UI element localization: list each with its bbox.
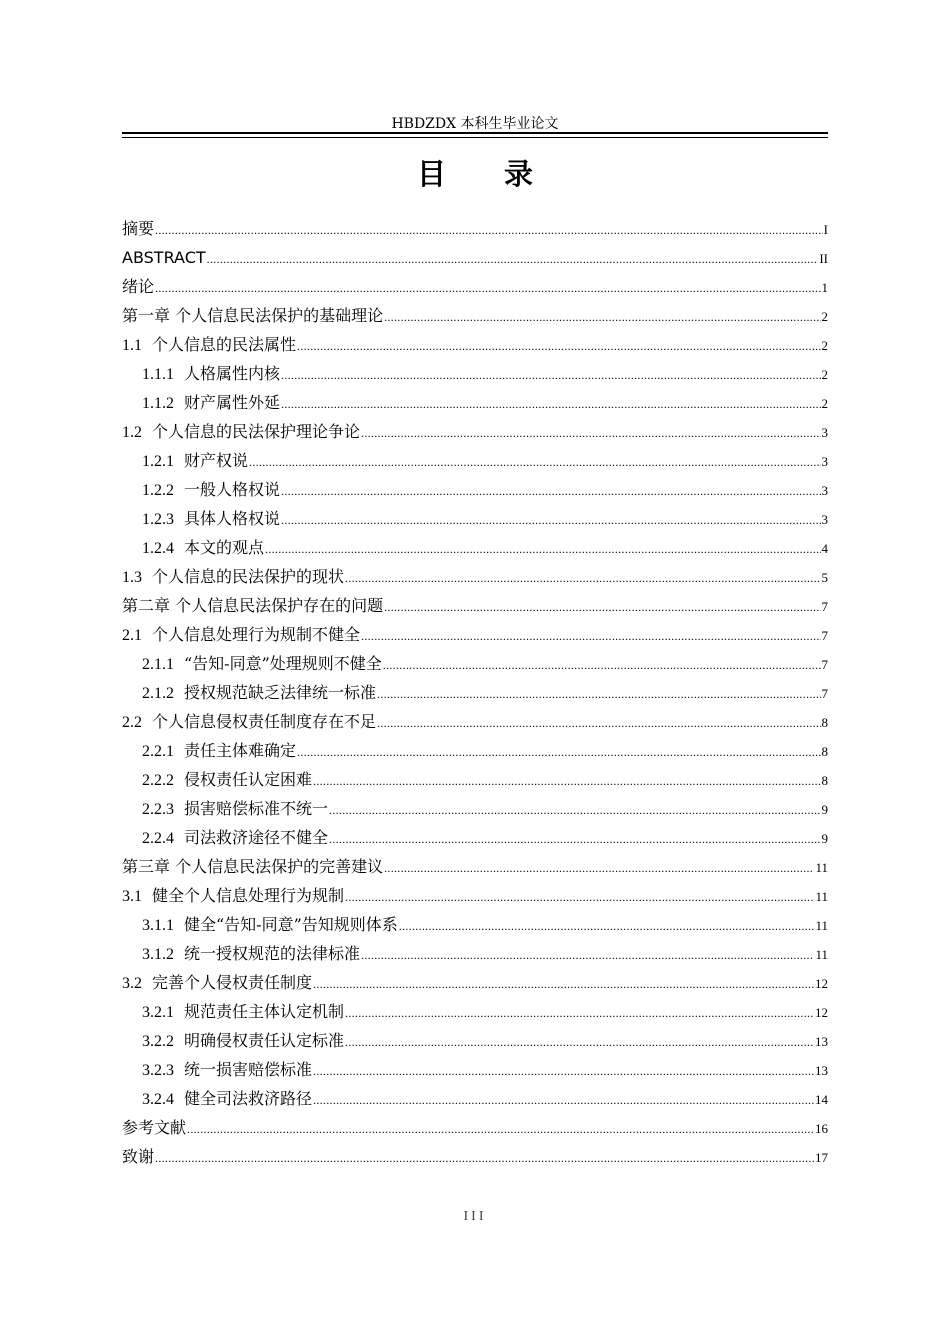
toc-entry-text: 统一损害赔偿标准 (184, 1060, 313, 1079)
toc-entry-page: 3 (821, 425, 828, 440)
toc-entry-text: 司法救济途径不健全 (184, 828, 329, 847)
toc-entry[interactable] (122, 417, 828, 446)
toc-entry-number: 2.1.1 (142, 656, 174, 673)
toc-entry-title (122, 620, 360, 650)
toc-leader-dots (207, 245, 819, 274)
toc-entry-number: 1.3 (122, 569, 142, 586)
toc-entry[interactable] (122, 1084, 828, 1113)
toc-entry-text: 侵权责任认定困难 (184, 770, 313, 789)
toc-entry[interactable] (122, 1142, 828, 1171)
page-number: III (463, 1209, 487, 1224)
toc-entry[interactable] (122, 1026, 828, 1055)
toc-entry[interactable] (122, 272, 828, 301)
toc-entry-text: 明确侵权责任认定标准 (184, 1031, 345, 1050)
toc-entry-text: 人格属性内核 (184, 364, 281, 383)
toc-entry-text: 财产属性外延 (184, 393, 281, 412)
toc-entry-page: 8 (821, 744, 828, 759)
toc-entry-number: 2.2 (122, 714, 142, 731)
toc-entry-text: 本文的观点 (184, 538, 265, 557)
toc-entry-number: 1.2.4 (142, 540, 174, 557)
toc-entry-text: 第三章 个人信息民法保护的完善建议 (122, 857, 384, 876)
toc-entry-number: 1.2 (122, 424, 142, 441)
toc-leader-dots (384, 303, 820, 332)
toc-entry-title (122, 417, 360, 447)
toc-entry-page: 11 (815, 860, 828, 875)
toc-entry-text: 第一章 个人信息民法保护的基础理论 (122, 306, 384, 325)
toc-entry-number: 3.1 (122, 888, 142, 905)
toc-entry-page: 7 (821, 657, 828, 672)
toc-entry[interactable] (122, 475, 828, 504)
toc-entry[interactable] (122, 562, 828, 591)
toc-leader-dots (361, 941, 814, 970)
toc-entry[interactable] (122, 939, 828, 968)
toc-entry-number: 1.2.1 (142, 453, 174, 470)
toc-leader-dots (155, 216, 823, 245)
toc-entry-page: 11 (815, 947, 828, 962)
toc-entry-text: 财产权说 (184, 451, 249, 470)
toc-entry-text: 健全个人信息处理行为规制 (152, 886, 345, 905)
toc-entry-number: 2.2.4 (142, 830, 174, 847)
toc-leader-dots (345, 1028, 814, 1057)
toc-entry[interactable] (122, 301, 828, 330)
toc-entry-number: 2.2.2 (142, 772, 174, 789)
toc-leader-dots (383, 651, 821, 680)
toc-entry-text: 绪论 (122, 277, 155, 296)
toc-leader-dots (297, 738, 820, 767)
header-double-rule (122, 132, 828, 138)
toc-entry-title (122, 301, 383, 330)
toc-entry-title (142, 1026, 344, 1056)
toc-entry-title (122, 1142, 154, 1171)
toc-entry-title (142, 446, 248, 476)
toc-entry-page: 13 (815, 1034, 828, 1049)
toc-entry-title (122, 968, 312, 998)
toc-title: 目录 (416, 157, 591, 191)
toc-entry-page: 2 (821, 338, 828, 353)
toc-leader-dots (377, 709, 820, 738)
toc-entry-text: 完善个人侵权责任制度 (152, 973, 313, 992)
toc-leader-dots (249, 448, 820, 477)
toc-entry-number: 1.1 (122, 337, 142, 354)
toc-entry-title (142, 533, 264, 563)
toc-leader-dots (384, 854, 814, 883)
toc-entry-title (142, 910, 398, 940)
toc-entry[interactable] (122, 968, 828, 997)
toc-entry[interactable] (122, 504, 828, 533)
toc-entry-text: 个人信息的民法属性 (152, 335, 297, 354)
toc-entry[interactable] (122, 823, 828, 852)
toc-entry-text: 个人信息处理行为规制不健全 (152, 625, 361, 644)
toc-entry-title (142, 359, 280, 389)
toc-entry-number: 1.1.1 (142, 366, 174, 383)
toc-entry-number: 1.2.3 (142, 511, 174, 528)
toc-entry-text: 健全司法救济路径 (184, 1089, 313, 1108)
toc-entry-number: 3.2.1 (142, 1004, 174, 1021)
toc-entry[interactable] (122, 446, 828, 475)
toc-leader-dots (313, 1086, 814, 1115)
toc-entry-text: 损害赔偿标准不统一 (184, 799, 329, 818)
toc-leader-dots (281, 506, 820, 535)
toc-entry-number: 1.2.2 (142, 482, 174, 499)
toc-entry-page: 9 (821, 831, 828, 846)
toc-entry-title (122, 707, 376, 737)
toc-entry-title (142, 997, 344, 1027)
toc-entry-title (122, 852, 383, 881)
toc-entry-page: 16 (815, 1121, 828, 1136)
toc-entry-title (142, 1055, 312, 1085)
toc-entry[interactable] (122, 794, 828, 823)
toc-leader-dots (281, 477, 820, 506)
toc-entry-page: 8 (821, 773, 828, 788)
toc-entry-page: 3 (821, 483, 828, 498)
toc-entry[interactable] (122, 388, 828, 417)
toc-leader-dots (361, 622, 820, 651)
toc-entry-page: 13 (815, 1063, 828, 1078)
toc-leader-dots (281, 361, 820, 390)
toc-entry-number: 3.1.1 (142, 917, 174, 934)
toc-leader-dots (313, 1057, 814, 1086)
toc-entry-number: 1.1.2 (142, 395, 174, 412)
running-header: HBDZDX 本科生毕业论文 (391, 116, 559, 132)
toc-leader-dots (345, 999, 814, 1028)
toc-entry-title (122, 1113, 186, 1142)
toc-entry-title (142, 678, 376, 708)
toc-entry[interactable] (122, 1113, 828, 1142)
toc-entry-title (142, 736, 296, 766)
toc-entry-page: 2 (821, 396, 828, 411)
toc-entry-number: 2.2.3 (142, 801, 174, 818)
toc-leader-dots (281, 390, 820, 419)
toc-entry[interactable] (122, 649, 828, 678)
toc-entry-page: I (823, 222, 828, 237)
toc-entry-text: 个人信息侵权责任制度存在不足 (152, 712, 377, 731)
toc-entry-title (142, 504, 280, 534)
toc-entry-title (122, 881, 344, 911)
toc-leader-dots (313, 767, 820, 796)
toc-entry-page: 5 (821, 570, 828, 585)
toc-entry[interactable] (122, 1055, 828, 1084)
toc-entry-page: 11 (815, 889, 828, 904)
toc-entry-number: 3.2 (122, 975, 142, 992)
toc-entry-number: 2.2.1 (142, 743, 174, 760)
toc-entry-title (142, 649, 382, 679)
toc-entry-title (122, 591, 383, 620)
toc-entry-page: 4 (821, 541, 828, 556)
toc-entry-text: 具体人格权说 (184, 509, 281, 528)
toc-entry[interactable] (122, 591, 828, 620)
toc-leader-dots (329, 825, 820, 854)
toc-entry-title (142, 1084, 312, 1114)
table-of-contents (122, 214, 828, 1171)
toc-entry[interactable] (122, 736, 828, 765)
toc-entry-number: 3.2.2 (142, 1033, 174, 1050)
toc-entry-page: 17 (815, 1150, 828, 1165)
toc-entry[interactable] (122, 243, 828, 272)
toc-entry[interactable] (122, 997, 828, 1026)
toc-leader-dots (345, 883, 814, 912)
toc-entry-text: 健全“告知-同意”告知规则体系 (184, 915, 398, 934)
toc-leader-dots (399, 912, 815, 941)
toc-entry-text: 规范责任主体认定机制 (184, 1002, 345, 1021)
toc-entry[interactable] (122, 678, 828, 707)
toc-leader-dots (187, 1115, 814, 1144)
toc-entry-title (122, 243, 206, 272)
toc-entry[interactable] (122, 765, 828, 794)
toc-entry[interactable] (122, 533, 828, 562)
toc-entry-page: 7 (821, 599, 828, 614)
toc-entry-page: 7 (821, 686, 828, 701)
toc-entry-page: 3 (821, 512, 828, 527)
toc-entry[interactable] (122, 620, 828, 649)
toc-entry-title (142, 475, 280, 505)
toc-entry-page: 12 (815, 1005, 828, 1020)
toc-entry-number: 2.1 (122, 627, 142, 644)
toc-leader-dots (345, 564, 820, 593)
toc-entry-text: 责任主体难确定 (184, 741, 297, 760)
toc-leader-dots (313, 970, 814, 999)
toc-entry[interactable] (122, 910, 828, 939)
toc-leader-dots (377, 680, 820, 709)
toc-entry-title (142, 939, 360, 969)
toc-entry-number: 3.2.4 (142, 1091, 174, 1108)
toc-entry[interactable] (122, 359, 828, 388)
toc-entry-page: II (819, 251, 828, 266)
toc-entry[interactable] (122, 330, 828, 359)
toc-entry-number: 3.1.2 (142, 946, 174, 963)
toc-entry-page: 12 (815, 976, 828, 991)
toc-entry-text: ABSTRACT (122, 248, 206, 267)
toc-leader-dots (361, 419, 820, 448)
toc-entry-text: 参考文献 (122, 1118, 187, 1137)
toc-entry-text: 一般人格权说 (184, 480, 281, 499)
toc-entry-text: 个人信息的民法保护的现状 (152, 567, 345, 586)
toc-entry-text: 统一授权规范的法律标准 (184, 944, 361, 963)
toc-entry[interactable] (122, 214, 828, 243)
toc-entry-page: 14 (815, 1092, 828, 1107)
toc-entry-text: 个人信息的民法保护理论争论 (152, 422, 361, 441)
toc-entry-page: 7 (821, 628, 828, 643)
toc-leader-dots (384, 593, 820, 622)
toc-leader-dots (265, 535, 820, 564)
toc-entry-title (142, 823, 328, 853)
toc-leader-dots (155, 1144, 814, 1173)
toc-entry-text: 第二章 个人信息民法保护存在的问题 (122, 596, 384, 615)
toc-entry[interactable] (122, 852, 828, 881)
toc-leader-dots (155, 274, 820, 303)
toc-entry-title (122, 214, 154, 243)
toc-entry-page: 2 (821, 309, 828, 324)
toc-entry-text: 授权规范缺乏法律统一标准 (184, 683, 377, 702)
toc-entry-title (122, 272, 154, 301)
toc-entry-page: 9 (821, 802, 828, 817)
toc-entry-text: 摘要 (122, 219, 155, 238)
toc-entry-title (142, 794, 328, 824)
toc-entry-page: 1 (821, 280, 828, 295)
toc-entry-title (142, 765, 312, 795)
toc-entry-title (142, 388, 280, 418)
toc-entry-text: 致谢 (122, 1147, 155, 1166)
toc-entry-page: 11 (815, 918, 828, 933)
toc-entry-number: 2.1.2 (142, 685, 174, 702)
toc-entry-title (122, 562, 344, 592)
toc-entry-number: 3.2.3 (142, 1062, 174, 1079)
toc-entry-page: 3 (821, 454, 828, 469)
toc-entry-text: “告知-同意”处理规则不健全 (184, 654, 382, 673)
toc-leader-dots (297, 332, 820, 361)
toc-entry-title (122, 330, 296, 360)
toc-leader-dots (329, 796, 820, 825)
toc-entry-page: 8 (821, 715, 828, 730)
toc-entry[interactable] (122, 881, 828, 910)
toc-entry[interactable] (122, 707, 828, 736)
toc-entry-page: 2 (821, 367, 828, 382)
